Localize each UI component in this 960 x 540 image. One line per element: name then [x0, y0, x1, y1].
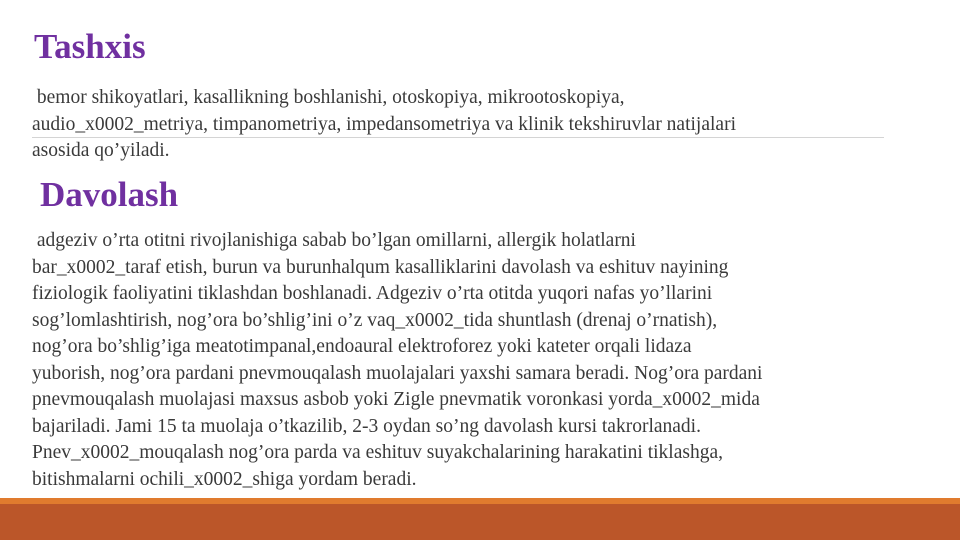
- tashxis-heading: Tashxis: [34, 27, 146, 66]
- paragraph-rule: [32, 137, 884, 138]
- davolash-paragraph: adgeziv o’rta otitni rivojlanishiga sabab bo’lgan omillarni, allergik holatlarni bar_x0002_taraf etish, burun va burunhalqum kasalliklarini davolash va eshituv nayining fiziologik faoliyatini tiklashdan boshlanadi. Adgeziv o’rta otitda yuqori nafas yo’llarini sog’lomlashtirish, nog’ora bo’shlig’ini o’z vaq_x0002_tida shuntlash (drenaj o’rnatish), nog’ora bo’shlig’iga meatotimpanal,endoaural elektroforez yoki kateter orqali lidaza yuborish, nog’ora pardani pnevmouqalash muolajalari yaxshi samara beradi. Nog’ora pardani pnevmouqalash muolajasi maxsus asbob yoki Zigle pnevmatik voronkasi yorda_x0002_mida bajariladi. Jami 15 ta muolaja o’tkazilib, 2-3 oydan so’ng davolash kursi takrorlanadi. Pnev_x0002_mouqalash nog’ora parda va eshituv suyakchalarining harakatini tiklashga, bitishmalarni ochili_x0002_shiga yordam beradi.: [32, 230, 763, 490]
- footer-bar: [0, 504, 960, 540]
- davolash-heading: Davolash: [40, 175, 179, 214]
- tashxis-paragraph: bemor shikoyatlari, kasallikning boshlanishi, otoskopiya, mikrootoskopiya, audio_x0002_metriya, timpanometriya, impedansometriya va klinik tekshiruvlar natijalari asosida qo’yiladi.: [32, 87, 736, 161]
